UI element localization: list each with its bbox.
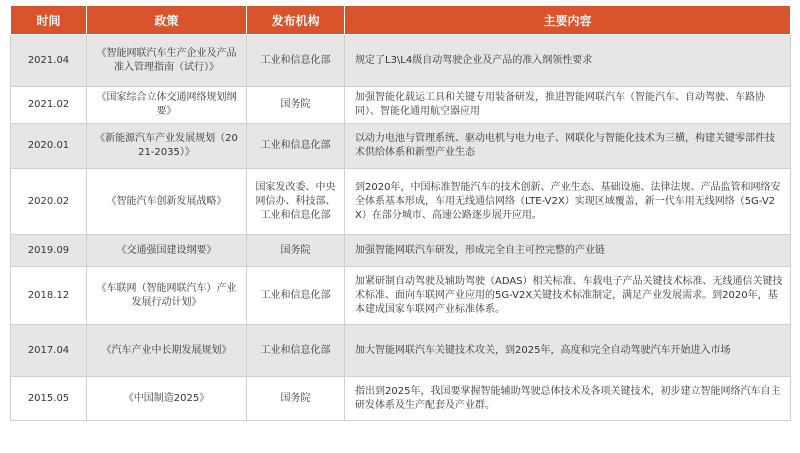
cell-time: 2021.04 bbox=[11, 35, 87, 87]
cell-time: 2017.04 bbox=[11, 325, 87, 377]
cell-org: 工业和信息化部 bbox=[247, 35, 345, 87]
cell-content: 加紧研制自动驾驶及辅助驾驶（ADAS）相关标准、车载电子产品关键技术标准、无线通信关键技术标准、面向车联网产业应用的5G-V2X关键技术标准制定，满足产业发展需求。到2020年，基本建成国家车联网产业标准体系。 bbox=[345, 267, 791, 325]
cell-org: 工业和信息化部 bbox=[247, 124, 345, 169]
cell-policy: 《新能源汽车产业发展规划（2021-2035）》 bbox=[87, 124, 247, 169]
table-row bbox=[11, 377, 791, 421]
header-policy: 政策 bbox=[87, 6, 247, 35]
cell-org: 工业和信息化部 bbox=[247, 325, 345, 377]
cell-time: 2018.12 bbox=[11, 267, 87, 325]
cell-org: 国家发改委、中央网信办、科技部、工业和信息化部 bbox=[247, 169, 345, 235]
table-row bbox=[11, 169, 791, 235]
cell-time: 2020.02 bbox=[11, 169, 87, 235]
cell-org: 国务院 bbox=[247, 87, 345, 124]
header-org: 发布机构 bbox=[247, 6, 345, 35]
table-row bbox=[11, 235, 791, 267]
cell-org: 国务院 bbox=[247, 235, 345, 267]
cell-policy: 《智能网联汽车生产企业及产品准入管理指南（试行）》 bbox=[87, 35, 247, 87]
table-row bbox=[11, 87, 791, 124]
cell-time: 2019.09 bbox=[11, 235, 87, 267]
header-content: 主要内容 bbox=[345, 6, 791, 35]
cell-content: 加大智能网联汽车关键技术攻关，到2025年，高度和完全自动驾驶汽车开始进入市场 bbox=[345, 325, 791, 377]
policy-table bbox=[10, 5, 791, 421]
table-row bbox=[11, 267, 791, 325]
cell-policy: 《中国制造2025》 bbox=[87, 377, 247, 421]
cell-org: 工业和信息化部 bbox=[247, 267, 345, 325]
cell-policy: 《国家综合立体交通网络规划纲要》 bbox=[87, 87, 247, 124]
header-time: 时间 bbox=[11, 6, 87, 35]
cell-content: 规定了L3\L4级自动驾驶企业及产品的准入纲领性要求 bbox=[345, 35, 791, 87]
cell-content: 加强智能网联汽车研发，形成完全自主可控完整的产业链 bbox=[345, 235, 791, 267]
cell-org: 国务院 bbox=[247, 377, 345, 421]
cell-policy: 《智能汽车创新发展战略》 bbox=[87, 169, 247, 235]
cell-content: 以动力电池与管理系统、驱动电机与电力电子、网联化与智能化技术为三横，构建关键零部件技术供给体系和新型产业生态 bbox=[345, 124, 791, 169]
cell-time: 2021.02 bbox=[11, 87, 87, 124]
cell-policy: 《汽车产业中长期发展规划》 bbox=[87, 325, 247, 377]
table-row bbox=[11, 35, 791, 87]
cell-content: 到2020年，中国标准智能汽车的技术创新、产业生态、基础设施、法律法规、产品监管和网络安全体系基本形成，车用无线通信网络（LTE-V2X）实现区域覆盖，新一代车用无线网络（5G-V2X）在部分城市、高速公路逐步展开应用。 bbox=[345, 169, 791, 235]
table-header-row bbox=[11, 6, 791, 35]
cell-content: 指出到2025年，我国要掌握智能辅助驾驶总体技术及各项关键技术，初步建立智能网络汽车自主研发体系及生产配套及产业群。 bbox=[345, 377, 791, 421]
cell-policy: 《车联网（智能网联汽车）产业发展行动计划》 bbox=[87, 267, 247, 325]
table-row bbox=[11, 325, 791, 377]
table-row bbox=[11, 124, 791, 169]
cell-time: 2015.05 bbox=[11, 377, 87, 421]
cell-policy: 《交通强国建设纲要》 bbox=[87, 235, 247, 267]
cell-content: 加强智能化载运工具和关键专用装备研发，推进智能网联汽车（智能汽车、自动驾驶、车路协同）、智能化通用航空器应用 bbox=[345, 87, 791, 124]
cell-time: 2020.01 bbox=[11, 124, 87, 169]
